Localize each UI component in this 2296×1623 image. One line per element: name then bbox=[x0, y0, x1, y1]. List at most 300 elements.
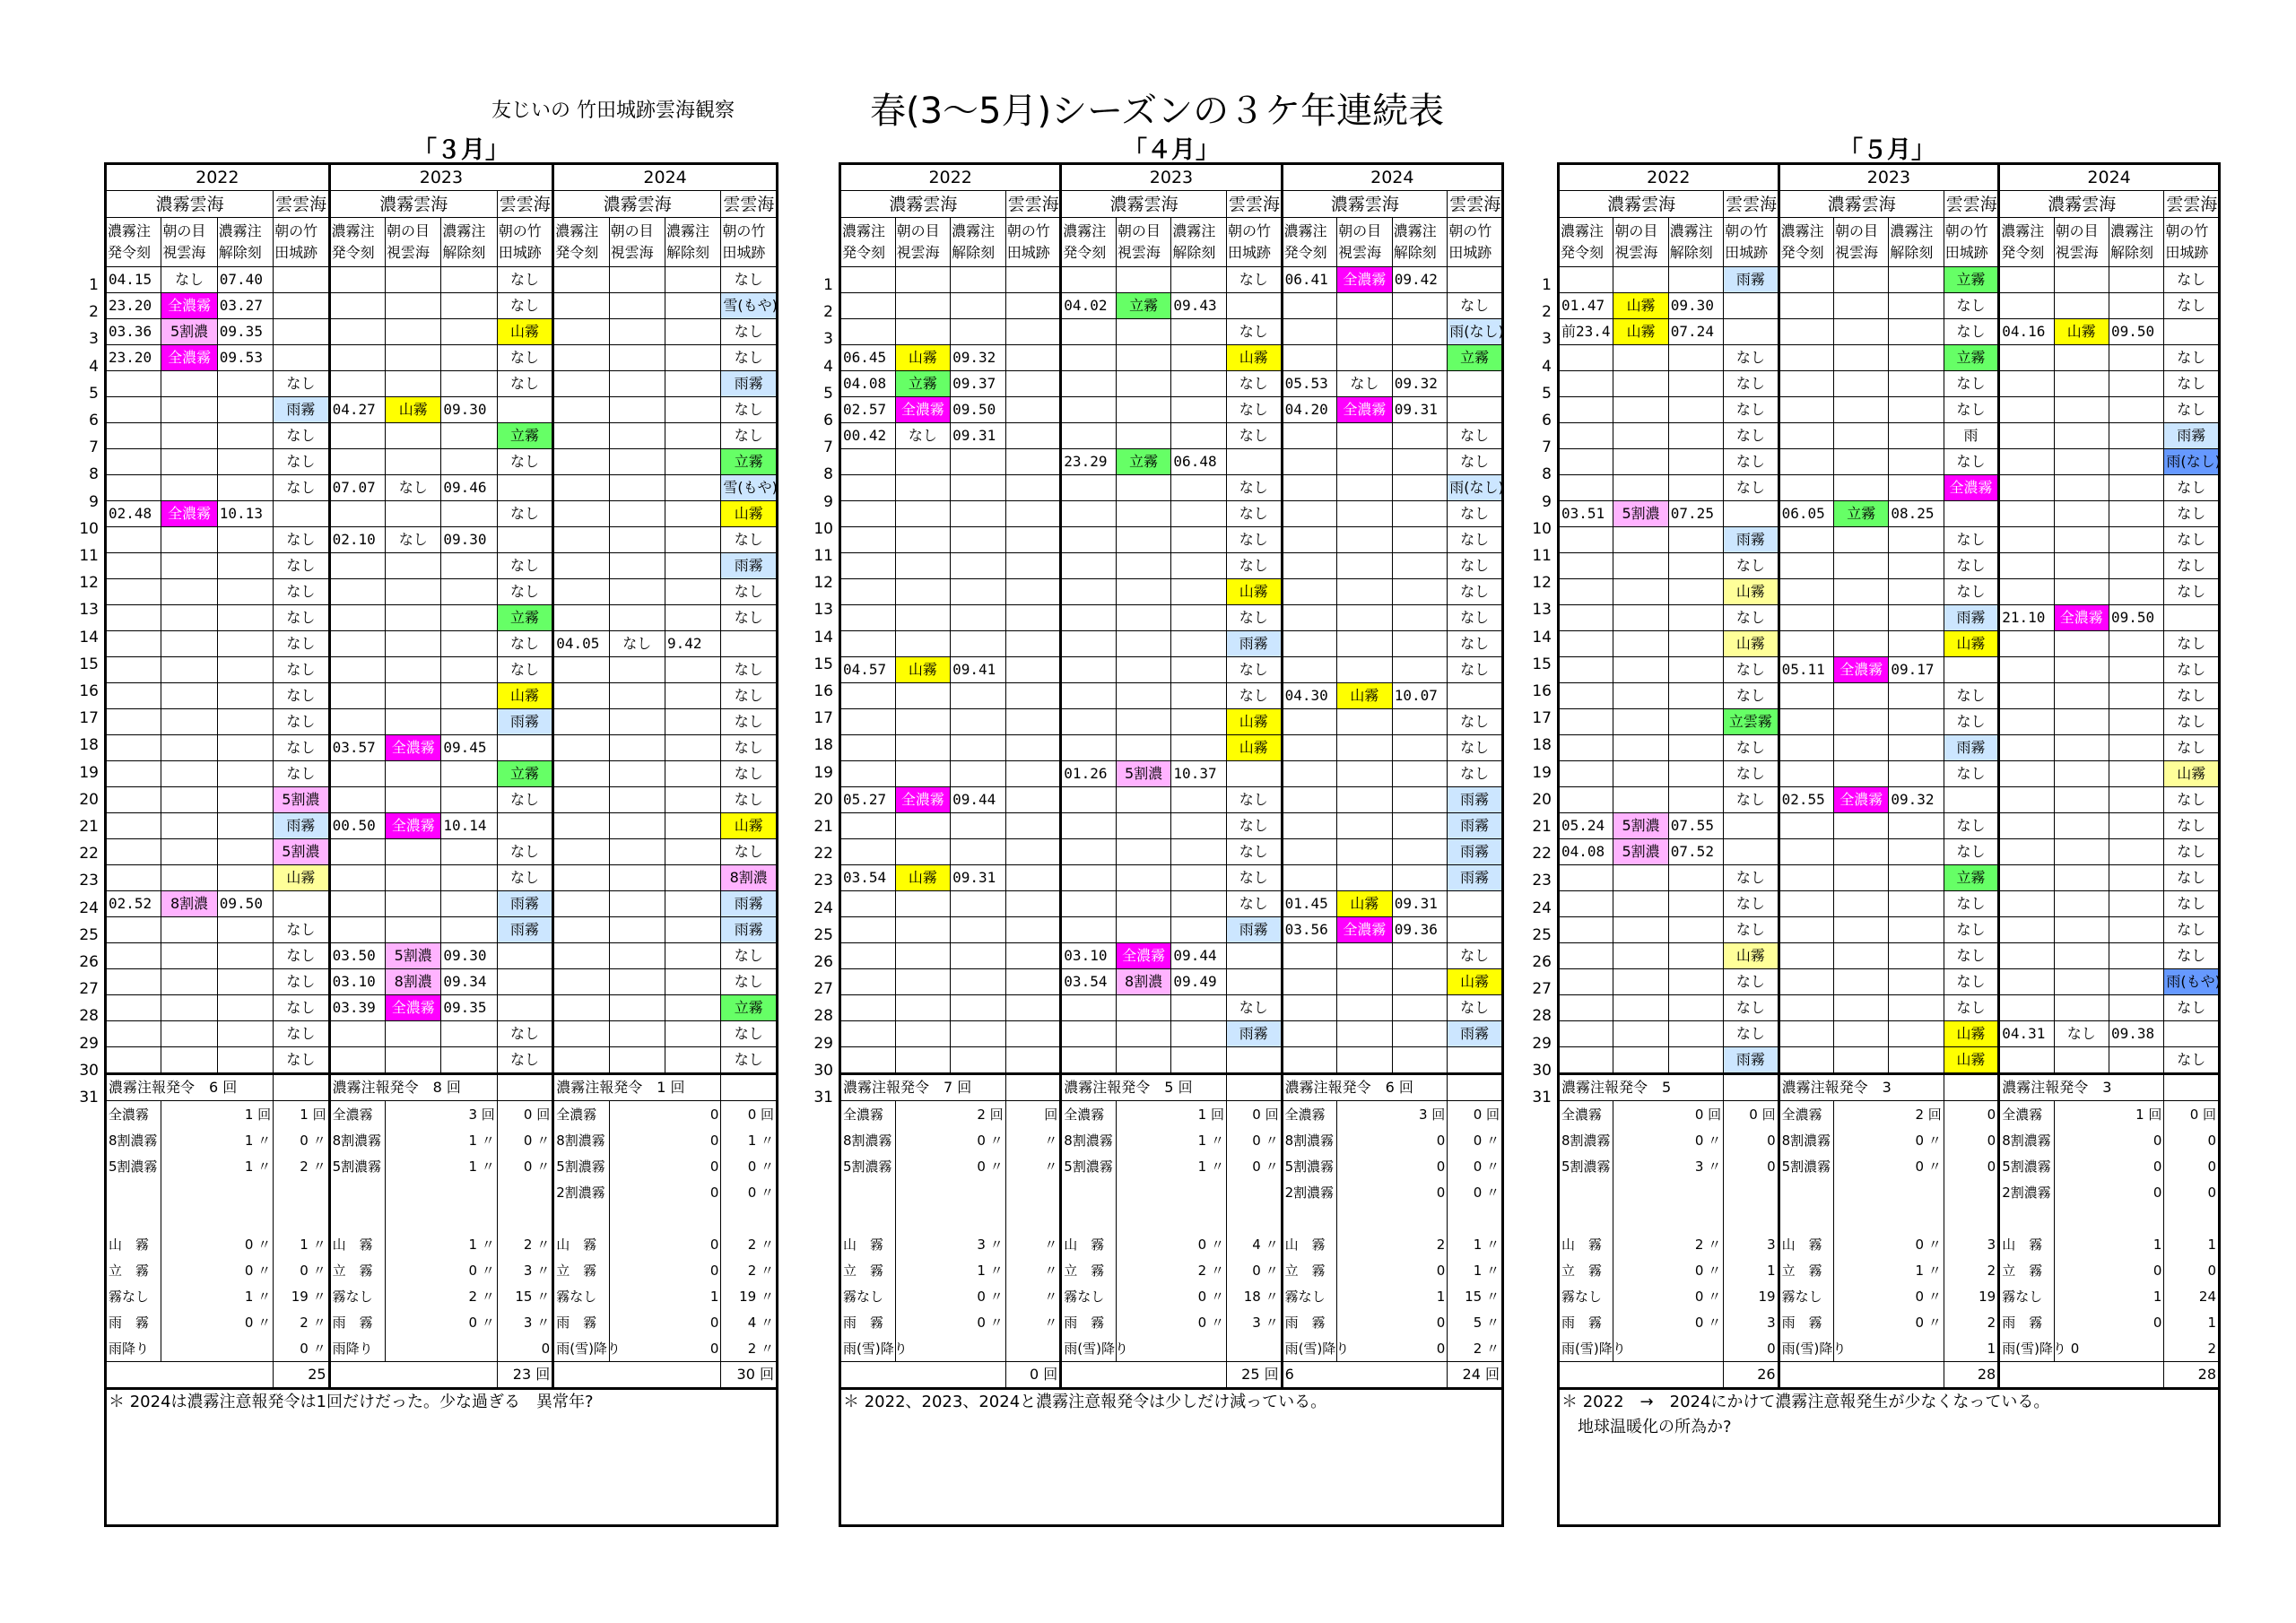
data-cell bbox=[1889, 553, 1944, 579]
data-cell bbox=[106, 865, 161, 891]
footer-heading: 濃霧注報発令 8 回 bbox=[329, 1074, 497, 1101]
data-cell bbox=[1005, 865, 1061, 891]
data-cell: 09.46 bbox=[441, 475, 497, 501]
stat-count bbox=[1613, 1179, 1724, 1205]
data-cell bbox=[1834, 267, 1889, 293]
day-number: 24 bbox=[813, 898, 833, 917]
data-cell bbox=[329, 1047, 385, 1074]
table-row bbox=[840, 267, 1503, 293]
data-cell bbox=[161, 735, 217, 761]
data-cell: なし bbox=[1724, 397, 1779, 423]
stat-count: 2 回 bbox=[1834, 1101, 1944, 1128]
data-cell bbox=[497, 969, 552, 995]
day-number: 31 bbox=[1532, 1089, 1552, 1107]
data-cell: 03.39 bbox=[329, 995, 385, 1021]
data-cell: 09.32 bbox=[951, 345, 1006, 371]
data-cell bbox=[1613, 605, 1668, 631]
stat-count bbox=[161, 1335, 274, 1362]
data-cell: なし bbox=[1226, 787, 1282, 813]
day-number: 8 bbox=[1542, 465, 1552, 484]
day-number: 17 bbox=[1532, 709, 1552, 728]
data-cell: なし bbox=[721, 397, 778, 423]
data-cell bbox=[951, 839, 1006, 865]
data-cell bbox=[106, 605, 161, 631]
data-cell bbox=[2109, 813, 2164, 839]
column-header: 朝の目視雲海 bbox=[2054, 218, 2109, 267]
data-cell bbox=[609, 553, 665, 579]
stat-count: 0 bbox=[609, 1153, 721, 1179]
table-row bbox=[1559, 475, 2220, 501]
data-cell bbox=[2109, 293, 2164, 319]
data-cell: 山霧 bbox=[721, 813, 778, 839]
data-cell bbox=[609, 475, 665, 501]
data-cell bbox=[441, 631, 497, 657]
data-cell bbox=[1999, 683, 2054, 709]
data-cell: なし bbox=[1448, 709, 1503, 735]
data-cell bbox=[441, 553, 497, 579]
data-cell bbox=[1171, 605, 1227, 631]
data-cell bbox=[1337, 839, 1393, 865]
stat-unkai-count: 0 bbox=[1724, 1153, 1779, 1179]
data-cell bbox=[1834, 631, 1889, 657]
table-row bbox=[1559, 527, 2220, 553]
table-row bbox=[1559, 1047, 2220, 1074]
stat-label: 8割濃霧 bbox=[1999, 1127, 2054, 1153]
data-cell bbox=[951, 969, 1006, 995]
data-cell bbox=[1005, 345, 1061, 371]
data-cell bbox=[217, 475, 273, 501]
data-cell bbox=[2054, 631, 2109, 657]
data-cell: なし bbox=[497, 787, 552, 813]
observation-table bbox=[1557, 162, 2221, 1527]
day-number: 27 bbox=[79, 980, 99, 999]
data-cell bbox=[1559, 371, 1613, 397]
data-cell bbox=[1999, 995, 2054, 1021]
data-cell bbox=[1889, 1021, 1944, 1047]
data-cell bbox=[1834, 865, 1889, 891]
data-cell: なし bbox=[1226, 423, 1282, 449]
data-cell: なし bbox=[2164, 527, 2220, 553]
data-cell bbox=[665, 1047, 721, 1074]
table-row bbox=[840, 787, 1503, 813]
day-number: 6 bbox=[823, 412, 833, 430]
data-cell: なし bbox=[1724, 657, 1779, 683]
data-cell: 山霧 bbox=[1944, 1047, 1998, 1074]
data-cell bbox=[553, 735, 609, 761]
data-cell bbox=[895, 527, 951, 553]
column-header: 濃霧注解除刻 bbox=[1171, 218, 1227, 267]
data-cell: 全濃霧 bbox=[1834, 787, 1889, 813]
stat-count: 0 〃 bbox=[1613, 1257, 1724, 1283]
data-cell bbox=[2109, 371, 2164, 397]
day-number: 18 bbox=[79, 736, 99, 755]
stat-count bbox=[1116, 1335, 1226, 1362]
stat-unkai-count: 0 bbox=[1944, 1127, 1998, 1153]
table-row bbox=[1559, 397, 2220, 423]
data-cell: 01.45 bbox=[1282, 891, 1337, 917]
data-cell bbox=[665, 293, 721, 319]
table-row bbox=[1559, 891, 2220, 917]
data-cell: なし bbox=[1944, 553, 1998, 579]
data-cell bbox=[2054, 917, 2109, 943]
data-cell bbox=[161, 943, 217, 969]
data-cell bbox=[217, 787, 273, 813]
data-cell bbox=[1889, 917, 1944, 943]
table-row bbox=[1559, 345, 2220, 371]
footer-heading bbox=[1005, 1074, 1061, 1101]
stat-count: 1 bbox=[2054, 1231, 2164, 1257]
month-title: 「３月」 bbox=[413, 136, 509, 164]
data-cell: 09.50 bbox=[2109, 319, 2164, 345]
stat-label: 全濃霧 bbox=[1779, 1101, 1833, 1128]
day-number: 28 bbox=[79, 1007, 99, 1026]
table-row bbox=[106, 605, 778, 631]
data-cell: 07.52 bbox=[1668, 839, 1723, 865]
data-cell: 5割濃 bbox=[386, 943, 441, 969]
data-cell: 雨霧 bbox=[497, 891, 552, 917]
data-cell bbox=[609, 735, 665, 761]
data-cell: なし bbox=[1944, 527, 1998, 553]
data-cell bbox=[329, 631, 385, 657]
data-cell bbox=[106, 579, 161, 605]
data-cell bbox=[2109, 865, 2164, 891]
column-header: 濃霧注発令刻 bbox=[553, 218, 609, 267]
data-cell bbox=[1834, 475, 1889, 501]
data-cell bbox=[217, 683, 273, 709]
data-cell bbox=[1061, 371, 1117, 397]
data-cell: 全濃霧 bbox=[895, 397, 951, 423]
stat-label: 霧なし bbox=[553, 1283, 609, 1309]
data-cell bbox=[1834, 579, 1889, 605]
data-cell bbox=[1337, 995, 1393, 1021]
column-header: 朝の目視雲海 bbox=[1116, 218, 1171, 267]
data-cell: なし bbox=[1337, 371, 1393, 397]
data-cell bbox=[1889, 943, 1944, 969]
stat-count bbox=[1116, 1205, 1226, 1231]
data-cell bbox=[1005, 631, 1061, 657]
data-cell bbox=[1171, 917, 1227, 943]
data-cell: 09.30 bbox=[441, 397, 497, 423]
data-cell bbox=[1116, 917, 1171, 943]
stat-count: 0 〃 bbox=[895, 1309, 1005, 1335]
data-cell bbox=[1061, 683, 1117, 709]
data-cell bbox=[106, 735, 161, 761]
data-cell bbox=[1668, 865, 1723, 891]
data-cell bbox=[386, 631, 441, 657]
noumu-header: 濃霧雲海 bbox=[1999, 191, 2164, 218]
stat-count: 0 回 bbox=[1613, 1101, 1724, 1128]
data-cell: 09.30 bbox=[441, 943, 497, 969]
data-cell bbox=[1448, 683, 1503, 709]
stat-unkai-count: 1 〃 bbox=[721, 1127, 778, 1153]
data-cell bbox=[1392, 449, 1448, 475]
data-cell bbox=[217, 397, 273, 423]
data-cell bbox=[1005, 293, 1061, 319]
data-cell bbox=[161, 709, 217, 735]
data-cell: 04.08 bbox=[1559, 839, 1613, 865]
day-number: 21 bbox=[1532, 818, 1552, 836]
data-cell: 02.52 bbox=[106, 891, 161, 917]
data-cell bbox=[895, 943, 951, 969]
data-cell bbox=[1999, 631, 2054, 657]
data-cell bbox=[386, 267, 441, 293]
data-cell bbox=[840, 267, 896, 293]
table-row bbox=[106, 579, 778, 605]
data-cell bbox=[665, 839, 721, 865]
data-cell bbox=[609, 1047, 665, 1074]
year-header: 2023 bbox=[1779, 164, 1999, 191]
data-cell bbox=[386, 1021, 441, 1047]
data-cell: 山霧 bbox=[1337, 891, 1393, 917]
stat-unkai-count bbox=[497, 1205, 552, 1231]
data-cell bbox=[1282, 631, 1337, 657]
data-cell bbox=[665, 1021, 721, 1047]
data-cell: なし bbox=[1226, 553, 1282, 579]
day-number: 15 bbox=[813, 655, 833, 673]
data-cell bbox=[1448, 1047, 1503, 1074]
data-cell bbox=[1889, 839, 1944, 865]
data-cell bbox=[553, 917, 609, 943]
data-cell bbox=[1559, 735, 1613, 761]
data-cell: なし bbox=[274, 605, 329, 631]
data-cell bbox=[1116, 995, 1171, 1021]
data-cell bbox=[553, 319, 609, 345]
data-cell bbox=[1834, 319, 1889, 345]
data-cell: 立雲霧 bbox=[1724, 709, 1779, 735]
data-cell bbox=[1613, 527, 1668, 553]
table-row bbox=[840, 995, 1503, 1021]
data-cell bbox=[553, 683, 609, 709]
data-cell: 山霧 bbox=[1724, 943, 1779, 969]
data-cell bbox=[840, 943, 896, 969]
data-cell bbox=[1559, 527, 1613, 553]
data-cell: なし bbox=[386, 475, 441, 501]
data-cell: なし bbox=[1724, 761, 1779, 787]
data-cell bbox=[1171, 423, 1227, 449]
stat-unkai-count: 1 bbox=[2164, 1231, 2220, 1257]
data-cell: 雨霧 bbox=[721, 553, 778, 579]
data-cell bbox=[1282, 969, 1337, 995]
day-number: 30 bbox=[813, 1061, 833, 1080]
data-cell bbox=[329, 371, 385, 397]
stat-unkai-count: 0 〃 bbox=[1448, 1127, 1503, 1153]
data-cell bbox=[161, 761, 217, 787]
stat-count: 0 〃 bbox=[386, 1309, 498, 1335]
stat-label bbox=[329, 1205, 385, 1231]
data-cell: 立霧 bbox=[1116, 293, 1171, 319]
stat-unkai-count: 0 〃 bbox=[497, 1127, 552, 1153]
data-cell bbox=[840, 527, 896, 553]
day-number: 22 bbox=[1532, 845, 1552, 864]
data-cell bbox=[895, 891, 951, 917]
data-cell: なし bbox=[2164, 579, 2220, 605]
stat-count bbox=[2054, 1205, 2164, 1231]
data-cell: なし bbox=[1724, 917, 1779, 943]
stat-label: 全濃霧 bbox=[1282, 1101, 1337, 1128]
data-cell bbox=[329, 865, 385, 891]
stat-label bbox=[106, 1205, 161, 1231]
stat-label: 5割濃霧 bbox=[106, 1153, 161, 1179]
stat-label: 霧なし bbox=[840, 1283, 896, 1309]
data-cell bbox=[386, 293, 441, 319]
stat-label: 雨(雪)降り bbox=[1061, 1335, 1117, 1362]
day-number: 2 bbox=[89, 303, 99, 322]
data-cell bbox=[329, 657, 385, 683]
data-cell bbox=[1116, 709, 1171, 735]
data-cell: なし bbox=[2164, 345, 2220, 371]
unkai-header: 雲雲海 bbox=[1448, 191, 1503, 218]
data-cell bbox=[665, 423, 721, 449]
data-cell bbox=[1005, 1021, 1061, 1047]
data-cell bbox=[665, 735, 721, 761]
table-row bbox=[106, 553, 778, 579]
data-cell bbox=[1337, 449, 1393, 475]
data-cell: 山霧 bbox=[1724, 579, 1779, 605]
data-cell bbox=[1834, 1047, 1889, 1074]
data-cell bbox=[274, 293, 329, 319]
data-cell bbox=[609, 267, 665, 293]
stat-count: 0 bbox=[1337, 1153, 1448, 1179]
column-header: 濃霧注発令刻 bbox=[106, 218, 161, 267]
data-cell bbox=[386, 501, 441, 527]
data-cell bbox=[609, 449, 665, 475]
data-cell: なし bbox=[2164, 709, 2220, 735]
data-cell bbox=[1834, 683, 1889, 709]
stat-count: 0 bbox=[1337, 1179, 1448, 1205]
stat-count: 0 〃 bbox=[386, 1257, 498, 1283]
stat-unkai-count: 3 bbox=[1724, 1231, 1779, 1257]
data-cell bbox=[2054, 891, 2109, 917]
stat-unkai-count: 15 〃 bbox=[497, 1283, 552, 1309]
data-cell bbox=[1613, 1021, 1668, 1047]
data-cell bbox=[1779, 319, 1833, 345]
data-cell bbox=[1559, 865, 1613, 891]
data-cell bbox=[840, 1047, 896, 1074]
data-cell bbox=[497, 813, 552, 839]
data-cell bbox=[1061, 709, 1117, 735]
data-cell bbox=[1889, 267, 1944, 293]
data-cell bbox=[1171, 631, 1227, 657]
data-cell bbox=[1392, 995, 1448, 1021]
data-cell: 立霧 bbox=[1448, 345, 1503, 371]
data-cell bbox=[1005, 449, 1061, 475]
data-cell bbox=[1613, 267, 1668, 293]
data-cell bbox=[2109, 501, 2164, 527]
data-cell bbox=[161, 865, 217, 891]
stat-unkai-count: 0 回 bbox=[1448, 1101, 1503, 1128]
data-cell: なし bbox=[1724, 735, 1779, 761]
data-cell bbox=[553, 709, 609, 735]
data-cell bbox=[2109, 787, 2164, 813]
data-cell bbox=[1889, 891, 1944, 917]
data-cell: なし bbox=[1944, 995, 1998, 1021]
data-cell bbox=[441, 267, 497, 293]
data-cell bbox=[1668, 1047, 1723, 1074]
data-cell: なし bbox=[1724, 1021, 1779, 1047]
data-cell: なし bbox=[2164, 475, 2220, 501]
data-cell bbox=[553, 1047, 609, 1074]
data-cell bbox=[840, 917, 896, 943]
table-row bbox=[1559, 501, 2220, 527]
data-cell: なし bbox=[274, 1021, 329, 1047]
data-cell bbox=[386, 891, 441, 917]
table-row bbox=[840, 657, 1503, 683]
day-number: 25 bbox=[1532, 925, 1552, 944]
data-cell bbox=[609, 293, 665, 319]
data-cell: なし bbox=[1724, 891, 1779, 917]
total-cell: 23 回 bbox=[497, 1362, 552, 1389]
stat-unkai-count: 0 〃 bbox=[1448, 1179, 1503, 1205]
data-cell: なし bbox=[1448, 631, 1503, 657]
day-number: 18 bbox=[1532, 736, 1552, 755]
data-cell bbox=[1116, 553, 1171, 579]
stat-count: 0 bbox=[609, 1127, 721, 1153]
day-number: 27 bbox=[813, 980, 833, 999]
data-cell bbox=[1834, 527, 1889, 553]
data-cell: 立霧 bbox=[895, 371, 951, 397]
stat-unkai-count: 0 〃 bbox=[274, 1257, 329, 1283]
month-title: 「５月」 bbox=[1839, 136, 1935, 164]
data-cell bbox=[665, 709, 721, 735]
data-cell: なし bbox=[721, 319, 778, 345]
data-cell: 立霧 bbox=[497, 761, 552, 787]
data-cell bbox=[2054, 683, 2109, 709]
data-cell bbox=[1005, 787, 1061, 813]
data-cell bbox=[441, 839, 497, 865]
data-cell: なし bbox=[2054, 1021, 2109, 1047]
data-cell bbox=[2054, 865, 2109, 891]
data-cell bbox=[1061, 475, 1117, 501]
day-number: 9 bbox=[89, 492, 99, 511]
data-cell: なし bbox=[1226, 813, 1282, 839]
data-cell bbox=[951, 631, 1006, 657]
data-cell bbox=[2054, 293, 2109, 319]
day-number: 16 bbox=[813, 682, 833, 700]
data-cell bbox=[840, 553, 896, 579]
data-cell bbox=[1559, 579, 1613, 605]
data-cell: なし bbox=[274, 423, 329, 449]
noumu-header: 濃霧雲海 bbox=[553, 191, 721, 218]
data-cell bbox=[1171, 1021, 1227, 1047]
column-header: 朝の目視雲海 bbox=[1613, 218, 1668, 267]
data-cell bbox=[665, 969, 721, 995]
data-cell bbox=[1392, 423, 1448, 449]
data-cell: なし bbox=[1448, 553, 1503, 579]
table-row bbox=[1559, 995, 2220, 1021]
table-row bbox=[1559, 319, 2220, 345]
data-cell: なし bbox=[1226, 891, 1282, 917]
data-cell: なし bbox=[1226, 865, 1282, 891]
data-cell: なし bbox=[497, 865, 552, 891]
data-cell: なし bbox=[2164, 397, 2220, 423]
data-cell bbox=[1005, 657, 1061, 683]
year-header: 2024 bbox=[553, 164, 778, 191]
data-cell bbox=[951, 267, 1006, 293]
stat-count: 0 bbox=[1337, 1335, 1448, 1362]
data-cell bbox=[951, 709, 1006, 735]
data-cell: 雪(もや) bbox=[721, 293, 778, 319]
stat-count: 0 bbox=[1337, 1309, 1448, 1335]
day-number: 3 bbox=[823, 330, 833, 349]
data-cell bbox=[951, 319, 1006, 345]
data-cell: なし bbox=[1724, 969, 1779, 995]
data-cell bbox=[840, 735, 896, 761]
column-header: 朝の目視雲海 bbox=[609, 218, 665, 267]
data-cell bbox=[1282, 449, 1337, 475]
data-cell bbox=[2054, 449, 2109, 475]
stat-count: 2 bbox=[1337, 1231, 1448, 1257]
data-cell: 09.49 bbox=[1171, 969, 1227, 995]
